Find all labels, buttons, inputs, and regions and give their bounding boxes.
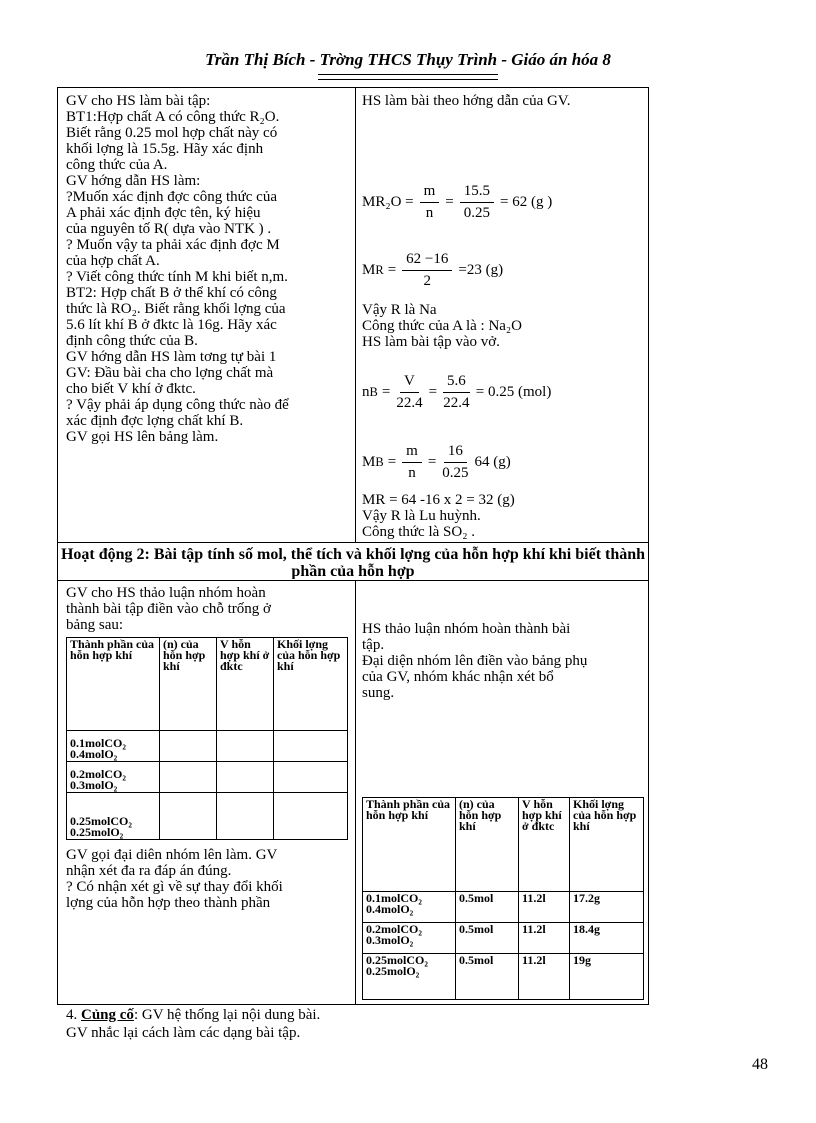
table-cell: 0.5mol <box>456 954 519 1000</box>
table-cell: 11.2l <box>519 892 570 923</box>
table-row <box>67 762 348 793</box>
fraction <box>396 373 422 412</box>
student-column-2 <box>362 621 587 701</box>
table-row <box>67 731 348 762</box>
table-header: (n) của hỗn hợp khí <box>456 798 519 892</box>
formula-label: M <box>362 454 376 470</box>
formula-molar-mass-b <box>362 443 511 482</box>
table-cell: 11.2l <box>519 923 570 954</box>
text-line: thức là RO₂. Biết rằng khối lợng của <box>66 301 286 317</box>
header-rule <box>318 74 498 80</box>
formula-moles-b <box>362 373 551 412</box>
activity-2-heading: Hoạt động 2: Bài tập tính số mol, thể tích và khối lợng của hỗn hợp khí khi biết thành phần của hỗn hợp <box>60 546 646 579</box>
text-line: Đại diện nhóm lên điền vào bảng phụ <box>362 653 588 669</box>
text-line: Công thức là SO₂ . <box>362 524 475 540</box>
text-line: BT2: Hợp chất B ở thể khí có công <box>66 285 277 301</box>
column-divider-bottom <box>355 580 356 1005</box>
blank-cell[interactable] <box>274 762 348 793</box>
item-number: 4. <box>66 1007 81 1023</box>
text-line <box>66 1006 320 1024</box>
table-cell: 19g <box>570 954 644 1000</box>
denominator: n <box>408 465 416 481</box>
equals-sign: = <box>428 384 438 400</box>
formula-molar-mass-a <box>362 183 552 222</box>
text-line: GV gọi đại diên nhóm lên làm. GV <box>66 847 278 863</box>
equals-sign: = <box>387 454 397 470</box>
consolidation-section <box>66 1006 320 1042</box>
fraction <box>402 251 452 290</box>
text-line: A phải xác định đợc tên, ký hiệu <box>66 205 261 221</box>
text-line: nhận xét đa ra đáp án đúng. <box>66 863 232 879</box>
table-cell: 11.2l <box>519 954 570 1000</box>
formula-subscript: B <box>375 455 384 469</box>
text-line: HS làm bài tập vào vở. <box>362 334 500 350</box>
text-line: GV cho HS thảo luận nhóm hoàn <box>66 585 266 601</box>
denominator: 2 <box>423 273 432 289</box>
table-row <box>67 793 348 840</box>
text-line: Vậy R là Na <box>362 302 437 318</box>
fraction <box>442 443 468 482</box>
formula-molar-mass-r <box>362 251 503 290</box>
numerator: V <box>400 373 419 393</box>
text-line: GV gọi HS lên bảng làm. <box>66 429 219 445</box>
table-header: V hỗn hợp khí ở đktc <box>519 798 570 892</box>
text-line: bảng sau: <box>66 617 124 633</box>
text-line: thành bài tập điền vào chỗ trống ở <box>66 601 271 617</box>
page-number: 48 <box>752 1056 768 1073</box>
formula-subscript: R <box>375 263 384 277</box>
text-line: của hợp chất A. <box>66 253 160 269</box>
table-cell: 0.1molCO₂ 0.4molO₂ <box>363 892 456 923</box>
table-row <box>363 923 644 954</box>
column-divider-top <box>355 87 356 542</box>
formula-result: = 62 (g ) <box>500 194 553 210</box>
conclusion-b <box>362 492 515 540</box>
table-cell: 0.5mol <box>456 923 519 954</box>
denominator: 0.25 <box>463 205 491 221</box>
table-cell: 0.5mol <box>456 892 519 923</box>
teacher-column-1 <box>66 93 354 445</box>
table-row <box>363 954 644 1000</box>
denominator: 0.25 <box>442 465 469 481</box>
section-label: Củng cố <box>81 1007 134 1023</box>
table-cell: 0.25molCO₂ 0.25molO₂ <box>363 954 456 1000</box>
formula-subscript: B <box>369 385 378 399</box>
blank-mixture-table <box>66 637 348 840</box>
text-line: Vậy R là Lu huỳnh. <box>362 508 481 524</box>
blank-cell[interactable] <box>274 731 348 762</box>
table-row <box>363 892 644 923</box>
text-line: của nguyên tố R( dựa vào NTK ) . <box>66 221 272 237</box>
table-cell: 0.2molCO₂ 0.3molO₂ <box>363 923 456 954</box>
text-line: ?Muốn xác định đợc công thức của <box>66 189 277 205</box>
fraction <box>420 183 440 222</box>
table-header: Khối lợng của hỗn hợp khí <box>274 638 348 731</box>
page-header: Trần Thị Bích - Trờng THCS Thụy Trình - Giáo án hóa 8 <box>205 50 611 69</box>
fraction <box>443 373 470 412</box>
text-line: xác định đợc lợng chất khí B. <box>66 413 244 429</box>
table-header: Thành phần của hỗn hợp khí <box>363 798 456 892</box>
table-header: Thành phần của hỗn hợp khí <box>67 638 160 731</box>
text-line: MR = 64 -16 x 2 = 32 (g) <box>362 492 515 508</box>
fraction <box>460 183 494 222</box>
formula-label: n <box>362 384 370 400</box>
numerator: 15.5 <box>460 183 494 203</box>
text-line: ? Có nhận xét gì về sự thay đổi khối <box>66 879 283 895</box>
formula-result: 64 (g) <box>474 454 511 470</box>
text-line: sung. <box>362 685 395 701</box>
blank-cell[interactable] <box>160 762 217 793</box>
text-line: GV: Đầu bài cha cho lợng chất mà <box>66 365 274 381</box>
blank-cell[interactable] <box>217 731 274 762</box>
denominator: n <box>425 205 434 221</box>
table-cell: 0.1molCO₂ 0.4molO₂ <box>67 731 160 762</box>
table-header: (n) của hỗn hợp khí <box>160 638 217 731</box>
table-header: V hỗn hợp khí ở đktc <box>217 638 274 731</box>
blank-cell[interactable] <box>217 762 274 793</box>
text-line: định công thức của B. <box>66 333 198 349</box>
text-line: GV cho HS làm bài tập: <box>66 93 211 109</box>
student-intro: HS làm bài theo hớng dẫn của GV. <box>362 93 571 109</box>
text-line: lợng của hỗn hợp theo thành phần <box>66 895 271 911</box>
teacher-column-2-bottom <box>66 847 283 911</box>
text-line: GV hớng dẫn HS làm tơng tự bài 1 <box>66 349 277 365</box>
table-cell: 0.2molCO₂ 0.3molO₂ <box>67 762 160 793</box>
denominator: 22.4 <box>443 395 470 411</box>
blank-cell[interactable] <box>274 793 348 840</box>
table-cell: 17.2g <box>570 892 644 923</box>
section-text: : GV hệ thống lại nội dung bài. <box>133 1007 321 1023</box>
numerator: 5.6 <box>443 373 470 393</box>
numerator: m <box>402 443 422 463</box>
formula-result: =23 (g) <box>458 262 504 278</box>
text-line: ? Vậy phải áp dụng công thức nào để <box>66 397 289 413</box>
row-divider-2 <box>57 580 649 581</box>
text-line: Biết rằng 0.25 mol hợp chất này có <box>66 125 278 141</box>
text-line: Công thức của A là : Na₂O <box>362 318 522 334</box>
text-line: ? Muốn vậy ta phải xác định đợc M <box>66 237 280 253</box>
text-line: khối lợng là 15.5g. Hãy xác định <box>66 141 264 157</box>
formula-label: MR₂O = <box>362 194 414 210</box>
blank-cell[interactable] <box>217 793 274 840</box>
denominator: 22.4 <box>396 395 423 411</box>
text-line: BT1:Hợp chất A có công thức R₂O. <box>66 109 280 125</box>
fraction <box>402 443 422 482</box>
blank-cell[interactable] <box>160 793 217 840</box>
blank-cell[interactable] <box>160 731 217 762</box>
text-line: công thức của A. <box>66 157 168 173</box>
teacher-column-2-top <box>66 585 271 633</box>
equals-sign: = <box>427 454 437 470</box>
equals-sign: = <box>387 262 397 278</box>
text-line: GV hớng dẫn HS làm: <box>66 173 201 189</box>
formula-label: M <box>362 262 376 278</box>
numerator: m <box>420 183 440 203</box>
text-line: 5.6 lít khí B ở đktc là 16g. Hãy xác <box>66 317 277 333</box>
text-line: HS thảo luận nhóm hoàn thành bài <box>362 621 571 637</box>
text-line: cho biết V khí ở đktc. <box>66 381 196 397</box>
table-cell: 18.4g <box>570 923 644 954</box>
text-line: ? Viết công thức tính M khi biết n,m. <box>66 269 288 285</box>
text-line: của GV, nhóm khác nhận xét bổ <box>362 669 554 685</box>
numerator: 62 −16 <box>402 251 452 271</box>
formula-result: = 0.25 (mol) <box>475 384 552 400</box>
text-line: GV nhắc lại cách làm các dạng bài tập. <box>66 1025 301 1041</box>
equals-sign: = <box>445 194 454 210</box>
numerator: 16 <box>444 443 467 463</box>
equals-sign: = <box>381 384 391 400</box>
conclusion-a <box>362 302 522 350</box>
text-line: tập. <box>362 637 385 653</box>
row-divider-1 <box>57 542 649 543</box>
table-cell: 0.25molCO₂ 0.25molO₂ <box>67 793 160 840</box>
table-header: Khối lợng của hỗn hợp khí <box>570 798 644 892</box>
answer-mixture-table <box>362 797 644 1000</box>
